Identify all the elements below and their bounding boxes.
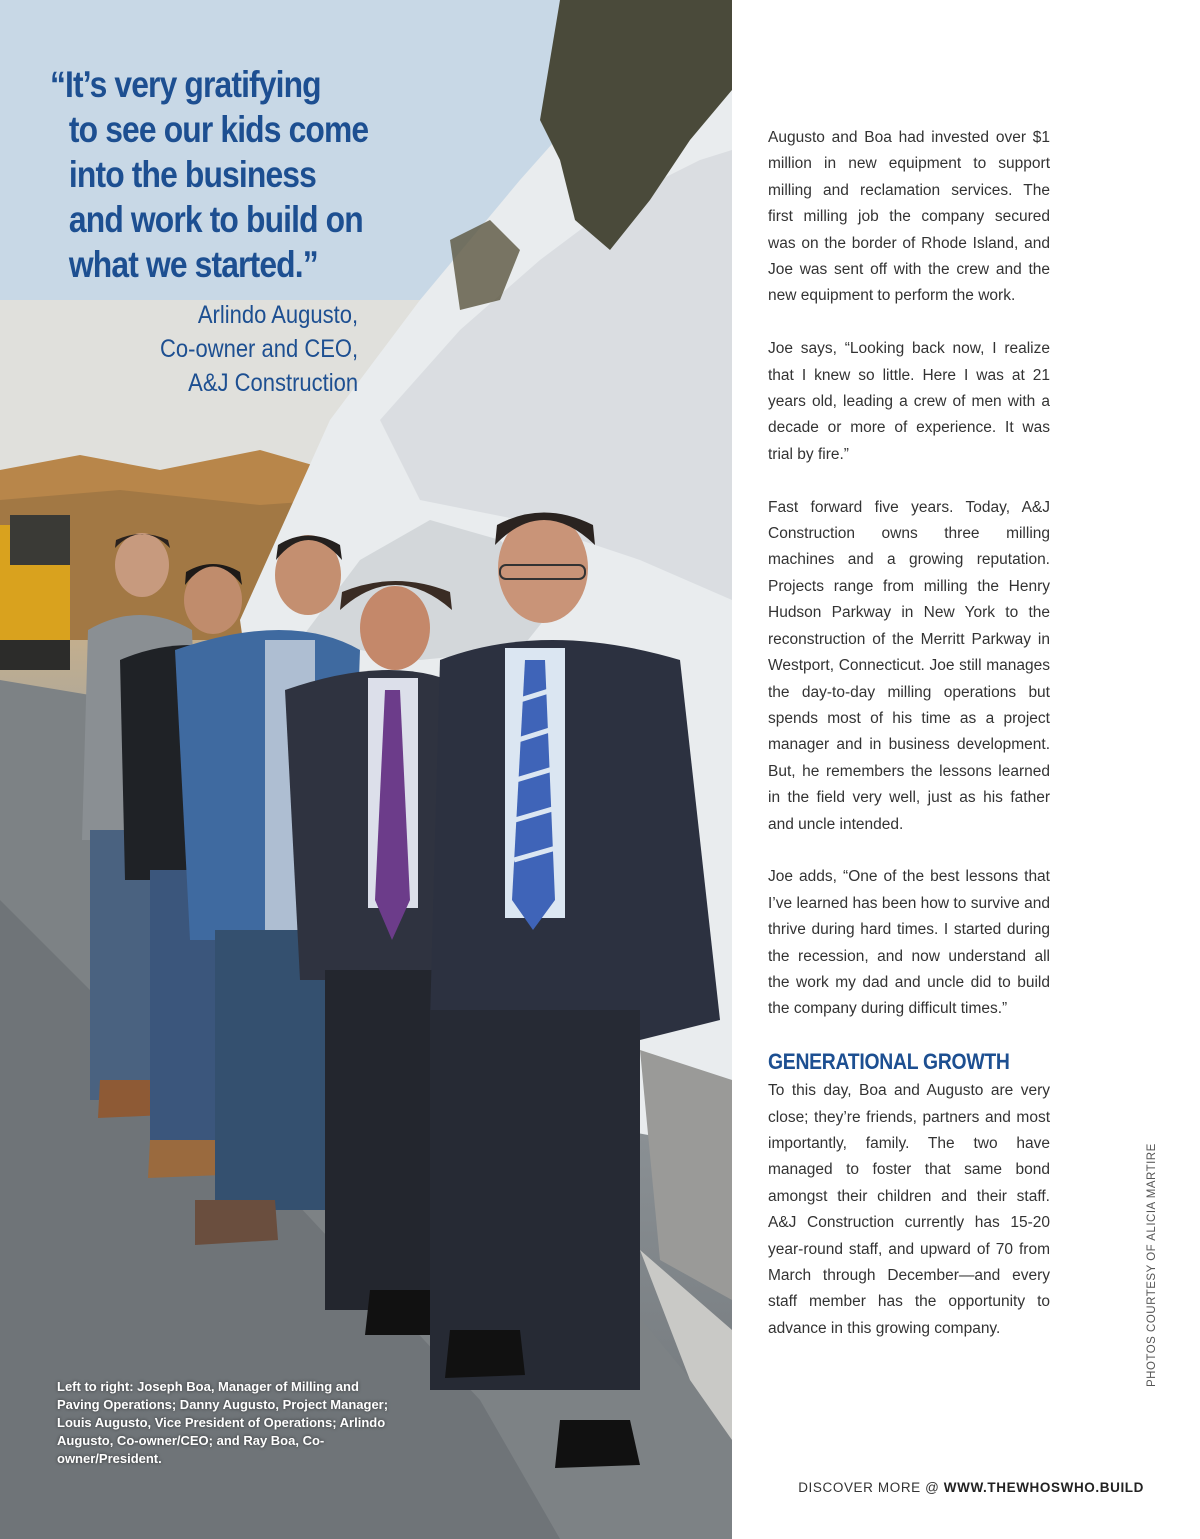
photo-credit: PHOTOS COURTESY OF ALICIA MARTIRE bbox=[1146, 1143, 1158, 1387]
attribution-line: A&J Construction bbox=[188, 369, 358, 397]
attribution-line: Co-owner and CEO, bbox=[159, 335, 358, 363]
pull-quote bbox=[50, 62, 369, 287]
article-paragraph: To this day, Boa and Augusto are very close; they’re friends, partners and most importantly, family. The two have managed to foster that same bond amongst their children and their staff. A&J Construction currently has 15-20 year-round staff, and upward of 70 from March through December—and every staff member has the opportunity to advance in this growing company. bbox=[768, 1082, 1050, 1337]
photo-caption: Left to right: Joseph Boa, Manager of Milling and Paving Operations; Danny Augusto, Project Manager; Louis Augusto, Vice President of Operations; Arlindo Augusto, Co-owner/CEO; and Ray Boa, Co-owner/President. bbox=[57, 1379, 389, 1466]
pull-quote-line: what we started.” bbox=[68, 244, 318, 285]
footer-prefix: DISCOVER MORE @ bbox=[798, 1480, 944, 1495]
section-heading: GENERATIONAL GROWTH bbox=[768, 1049, 1010, 1075]
pull-quote-line: to see our kids come bbox=[68, 109, 369, 150]
article-paragraph: Joe adds, “One of the best lessons that I’ve learned has been how to survive and thrive during hard times. I started during the recession, and now understand all the work my dad and uncle did to build the company during difficult times.” bbox=[768, 868, 1050, 1018]
footer bbox=[798, 1480, 1144, 1495]
pull-quote-line: into the business bbox=[68, 154, 316, 195]
quote-attribution bbox=[160, 298, 358, 400]
article-paragraph: Augusto and Boa had invested over $1 million in new equipment to support milling and reclamation services. The first milling job the company secured was on the border of Rhode Island, and Joe was sent off with the crew and the new equipment to perform the work. bbox=[768, 129, 1050, 305]
attribution-line: Arlindo Augusto, bbox=[197, 301, 358, 329]
pull-quote-line: and work to build on bbox=[68, 199, 363, 240]
pull-quote-line: “It’s very gratifying bbox=[50, 64, 321, 105]
article-paragraph: Fast forward five years. Today, A&J Construction owns three milling machines and a growing reputation. Projects range from milling the Henry Hudson Parkway in New York to the reconstruction of the Merritt Parkway in Westport, Connecticut. Joe still manages the day-to-day milling operations but spends most of his time as a project manager and in business development. But, he remembers the lessons learned in the field very well, just as his father and uncle intended. bbox=[768, 498, 1050, 833]
footer-url-link[interactable]: WWW.THEWHOSWHO.BUILD bbox=[943, 1480, 1144, 1495]
article-body bbox=[768, 125, 1050, 1369]
article-paragraph: Joe says, “Looking back now, I realize that I knew so little. Here I was at 21 years old, leading a crew of men with a decade or more of experience. It was trial by fire.” bbox=[768, 340, 1050, 463]
